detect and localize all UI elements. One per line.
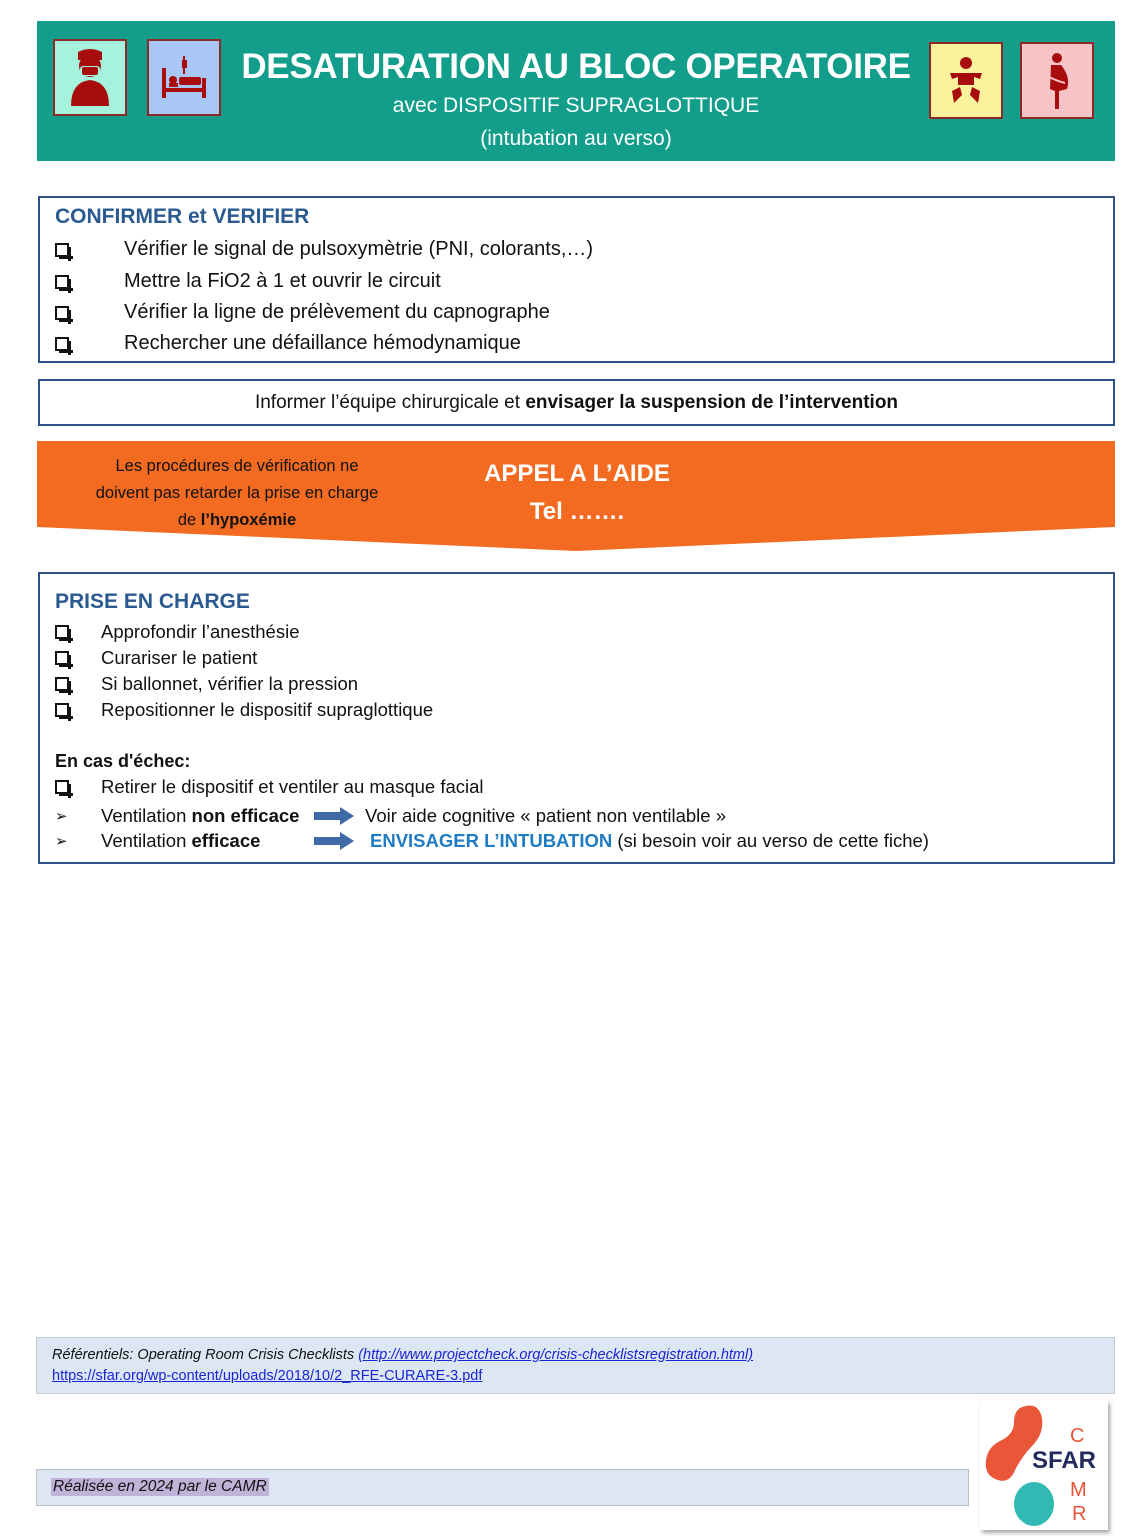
checkbox-icon[interactable]	[55, 677, 69, 691]
checklist-item[interactable]: Si ballonnet, vérifier la pression	[55, 677, 69, 691]
branch-result: Voir aide cognitive « patient non ventilable »	[365, 805, 727, 826]
failure-heading: En cas d'échec:	[55, 751, 191, 771]
logo-text: SFAR	[1032, 1447, 1097, 1474]
reference-link-projectcheck[interactable]: (http://www.projectcheck.org/crisis-checklistsregistration.html)	[358, 1347, 754, 1363]
pregnant-woman-icon	[1020, 42, 1094, 119]
checkbox-icon[interactable]	[55, 780, 69, 794]
confirm-verify-section	[38, 196, 1115, 363]
checklist-item[interactable]: Retirer le dispositif et ventiler au masque facial	[55, 780, 69, 794]
checklist-item[interactable]: Mettre la FiO2 à 1 et ouvrir le circuit	[55, 270, 441, 293]
inform-team-box: Informer l’équipe chirurgicale et envisager la suspension de l’intervention	[38, 379, 1115, 426]
checkbox-icon[interactable]	[55, 306, 69, 320]
right-arrow-icon	[314, 832, 354, 850]
checkbox-icon[interactable]	[55, 703, 69, 717]
page-title: DESATURATION AU BLOC OPERATOIRE	[241, 47, 911, 86]
checkbox-icon[interactable]	[55, 243, 69, 257]
references-box: Référentiels: Operating Room Crisis Checklists (http://www.projectcheck.org/crisis-checklistsregistration.html) https://sfar.org/wp-content/uploads/2018/10/2_RFE-CURARE-3.pdf	[36, 1337, 1115, 1394]
inform-emphasis: envisager la suspension de l’intervention	[525, 391, 899, 413]
branch-result: ENVISAGER L’INTUBATION (si besoin voir au verso de cette fiche)	[370, 830, 929, 851]
credit-box	[36, 1469, 969, 1506]
logo-letter: M	[1070, 1479, 1087, 1501]
logo-letter: C	[1070, 1425, 1085, 1447]
call-for-help-banner	[37, 441, 1115, 553]
baby-icon	[929, 42, 1003, 119]
logo-letter: R	[1072, 1503, 1087, 1525]
page-subtitle-note: (intubation au verso)	[480, 127, 672, 150]
checklist-item[interactable]: Vérifier le signal de pulsoxymètrie (PNI, colorants,…)	[55, 238, 593, 261]
section-title: CONFIRMER et VERIFIER	[55, 205, 310, 228]
bullet-arrow-icon: ➢	[55, 808, 68, 825]
call-help-title: APPEL A L’AIDE Tel …….	[437, 455, 717, 531]
header-banner	[37, 21, 1115, 161]
checklist-item[interactable]: Rechercher une défaillance hémodynamique	[55, 332, 521, 355]
checkbox-icon[interactable]	[55, 337, 69, 351]
branch-effective: ➢ Ventilation efficace ENVISAGER L’INTUBATION (si besoin voir au verso de cette fiche)	[55, 830, 929, 851]
credit-text: Réalisée en 2024 par le CAMR	[53, 1478, 267, 1495]
branch-not-effective: ➢ Ventilation non efficace Voir aide cognitive « patient non ventilable »	[55, 805, 727, 826]
checklist-item[interactable]: Vérifier la ligne de prélèvement du capnographe	[55, 301, 550, 324]
call-note: Les procédures de vérification ne doivent pas retarder la prise en charge de l’hypoxémie	[95, 457, 379, 529]
checklist-item[interactable]: Approfondir l’anesthésie	[55, 625, 69, 639]
checkbox-icon[interactable]	[55, 625, 69, 639]
management-section	[38, 572, 1115, 864]
section-title: PRISE EN CHARGE	[55, 590, 250, 613]
bullet-arrow-icon: ➢	[55, 833, 68, 850]
phone-number: Tel …….	[529, 498, 625, 525]
page-subtitle: avec DISPOSITIF SUPRAGLOTTIQUE	[392, 94, 760, 117]
checklist-item[interactable]: Curariser le patient	[55, 651, 69, 665]
right-arrow-icon	[314, 807, 354, 825]
sfar-camr-logo	[980, 1400, 1108, 1530]
intubation-link[interactable]: ENVISAGER L’INTUBATION	[370, 830, 613, 851]
reference-link-sfar[interactable]: https://sfar.org/wp-content/uploads/2018/10/2_RFE-CURARE-3.pdf	[52, 1368, 483, 1384]
checklist-item[interactable]: Repositionner le dispositif supraglottique	[55, 703, 69, 717]
checkbox-icon[interactable]	[55, 275, 69, 289]
checkbox-icon[interactable]	[55, 651, 69, 665]
